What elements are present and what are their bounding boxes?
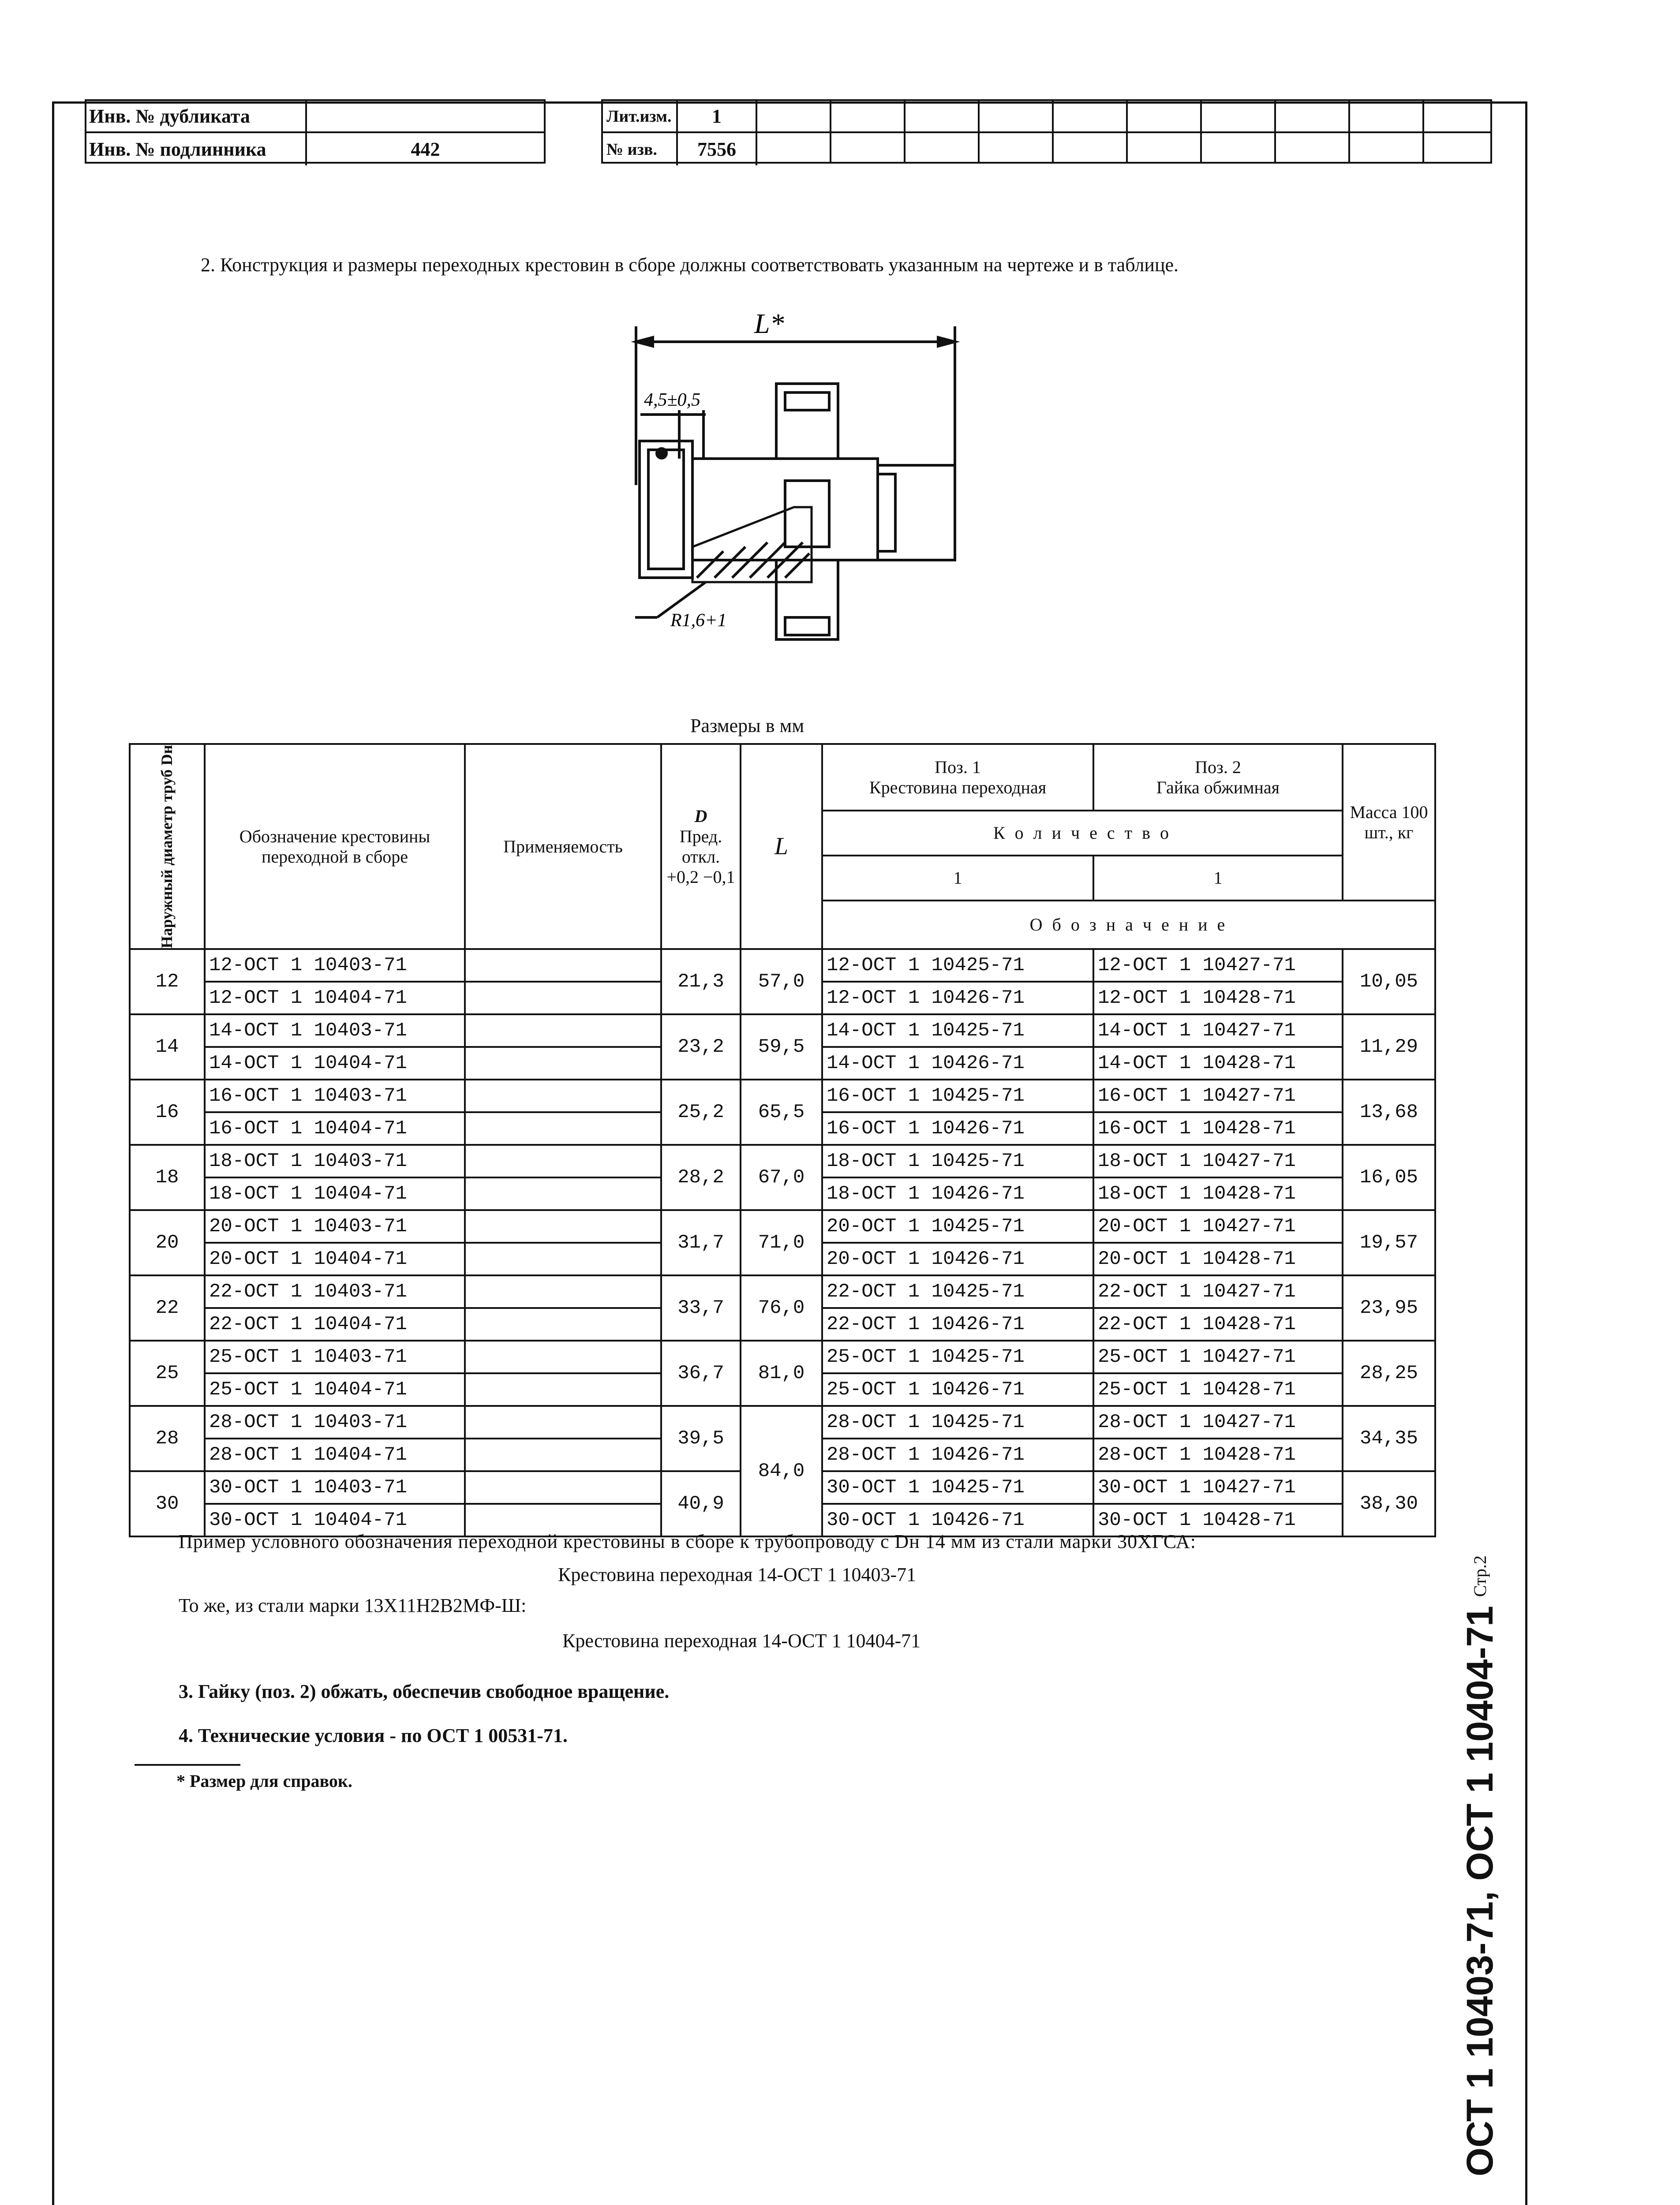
cell-pos1: 18-ОСТ 1 10425-71 bbox=[822, 1145, 1093, 1177]
dim-R-label: R1,6+1 bbox=[670, 610, 727, 631]
th-D-tol: Пред. откл. +0,2 −0,1 bbox=[666, 826, 735, 887]
cell-applicability bbox=[465, 1439, 661, 1471]
cell-dn: 30 bbox=[130, 1471, 205, 1536]
table-row bbox=[130, 1406, 1435, 1439]
th-pos2-name: Гайка обжимная bbox=[1156, 777, 1280, 797]
lit-label: Лит.изм. bbox=[606, 107, 672, 126]
cell-L: 59,5 bbox=[741, 1014, 822, 1080]
cell-designation: 30-ОСТ 1 10404-71 bbox=[205, 1504, 465, 1536]
table-row bbox=[130, 1014, 1435, 1047]
cross-fitting-drawing bbox=[609, 300, 970, 666]
cell-pos2: 16-ОСТ 1 10428-71 bbox=[1093, 1112, 1343, 1145]
cell-dn: 14 bbox=[130, 1014, 205, 1080]
cell-mass: 13,68 bbox=[1343, 1080, 1435, 1145]
item-3: 3. Гайку (поз. 2) обжать, обеспечив свободное вращение. bbox=[179, 1681, 670, 1702]
cell-applicability bbox=[465, 949, 661, 982]
cell-pos1: 28-ОСТ 1 10426-71 bbox=[822, 1439, 1093, 1471]
cell-designation: 12-ОСТ 1 10404-71 bbox=[205, 982, 465, 1014]
cell-pos2: 18-ОСТ 1 10427-71 bbox=[1093, 1145, 1343, 1177]
table-caption: Размеры в мм bbox=[690, 715, 804, 736]
header-left-block bbox=[85, 99, 546, 164]
cell-applicability bbox=[465, 1373, 661, 1406]
cell-applicability bbox=[465, 1014, 661, 1047]
cell-D: 33,7 bbox=[661, 1275, 741, 1341]
cell-D: 40,9 bbox=[661, 1471, 741, 1536]
cell-mass: 11,29 bbox=[1343, 1014, 1435, 1080]
cell-applicability bbox=[465, 1177, 661, 1210]
cell-pos1: 28-ОСТ 1 10425-71 bbox=[822, 1406, 1093, 1439]
cell-designation: 18-ОСТ 1 10404-71 bbox=[205, 1177, 465, 1210]
cell-designation: 16-ОСТ 1 10403-71 bbox=[205, 1080, 465, 1112]
header-empty-grid bbox=[757, 101, 1490, 162]
cell-D: 23,2 bbox=[661, 1014, 741, 1080]
dim-L-label: L* bbox=[754, 308, 784, 339]
cell-applicability bbox=[465, 1308, 661, 1341]
th-designation: Обозначение крестовины переходной в сборе bbox=[205, 744, 465, 949]
header-row2-label: № подлинника bbox=[135, 138, 266, 160]
cell-dn: 25 bbox=[130, 1341, 205, 1406]
cell-pos1: 25-ОСТ 1 10425-71 bbox=[822, 1341, 1093, 1373]
example-line4: Крестовина переходная 14-ОСТ 1 10404-71 bbox=[562, 1630, 921, 1652]
cell-pos2: 25-ОСТ 1 10428-71 bbox=[1093, 1373, 1343, 1406]
cell-pos2: 22-ОСТ 1 10428-71 bbox=[1093, 1308, 1343, 1341]
cell-applicability bbox=[465, 1210, 661, 1243]
cell-pos1: 22-ОСТ 1 10425-71 bbox=[822, 1275, 1093, 1308]
cell-mass: 19,57 bbox=[1343, 1210, 1435, 1275]
table-row bbox=[130, 1145, 1435, 1177]
cell-dn: 16 bbox=[130, 1080, 205, 1145]
cell-D: 28,2 bbox=[661, 1145, 741, 1210]
cell-dn: 22 bbox=[130, 1275, 205, 1341]
cell-applicability bbox=[465, 1080, 661, 1112]
th-diameter: Наружный диаметр труб Dн bbox=[130, 744, 205, 949]
cell-pos2: 25-ОСТ 1 10427-71 bbox=[1093, 1341, 1343, 1373]
cell-pos1: 22-ОСТ 1 10426-71 bbox=[822, 1308, 1093, 1341]
cell-pos1: 12-ОСТ 1 10425-71 bbox=[822, 949, 1093, 982]
cell-L: 65,5 bbox=[741, 1080, 822, 1145]
item-4: 4. Технические условия - по ОСТ 1 00531-71. bbox=[179, 1725, 568, 1746]
cell-mass: 16,05 bbox=[1343, 1145, 1435, 1210]
cell-mass: 34,35 bbox=[1343, 1406, 1435, 1471]
example-line3: То же, из стали марки 13Х11Н2В2МФ-Ш: bbox=[179, 1595, 527, 1616]
cell-applicability bbox=[465, 1047, 661, 1080]
cell-designation: 22-ОСТ 1 10403-71 bbox=[205, 1275, 465, 1308]
cell-designation: 25-ОСТ 1 10403-71 bbox=[205, 1341, 465, 1373]
cell-pos2: 12-ОСТ 1 10427-71 bbox=[1093, 949, 1343, 982]
th-q2: 1 bbox=[1093, 856, 1343, 901]
cell-pos2: 14-ОСТ 1 10427-71 bbox=[1093, 1014, 1343, 1047]
table-row bbox=[130, 949, 1435, 982]
cell-pos2: 20-ОСТ 1 10427-71 bbox=[1093, 1210, 1343, 1243]
cell-designation: 25-ОСТ 1 10404-71 bbox=[205, 1373, 465, 1406]
cell-designation: 22-ОСТ 1 10404-71 bbox=[205, 1308, 465, 1341]
cell-D: 21,3 bbox=[661, 949, 741, 1014]
cell-applicability bbox=[465, 1275, 661, 1308]
cell-designation: 20-ОСТ 1 10403-71 bbox=[205, 1210, 465, 1243]
footnote-divider bbox=[135, 1764, 240, 1766]
header-row2-value: 442 bbox=[411, 138, 440, 160]
table-row bbox=[130, 1275, 1435, 1308]
example-line2: Крестовина переходная 14-ОСТ 1 10403-71 bbox=[558, 1564, 917, 1585]
cell-designation: 14-ОСТ 1 10403-71 bbox=[205, 1014, 465, 1047]
dim-45-label: 4,5±0,5 bbox=[644, 390, 701, 410]
cell-pos1: 20-ОСТ 1 10425-71 bbox=[822, 1210, 1093, 1243]
cell-L: 84,0 bbox=[741, 1406, 822, 1536]
cell-mass: 38,30 bbox=[1343, 1471, 1435, 1536]
cell-pos1: 25-ОСТ 1 10426-71 bbox=[822, 1373, 1093, 1406]
izv-value: 7556 bbox=[697, 138, 736, 160]
cell-applicability bbox=[465, 1145, 661, 1177]
cell-L: 76,0 bbox=[741, 1275, 822, 1341]
header-row1-label-prefix: Инв. bbox=[89, 105, 131, 127]
cell-pos1: 18-ОСТ 1 10426-71 bbox=[822, 1177, 1093, 1210]
cell-pos2: 14-ОСТ 1 10428-71 bbox=[1093, 1047, 1343, 1080]
th-quantity: К о л и ч е с т в о bbox=[822, 811, 1343, 856]
cell-applicability bbox=[465, 982, 661, 1014]
cell-designation: 28-ОСТ 1 10403-71 bbox=[205, 1406, 465, 1439]
cell-designation: 30-ОСТ 1 10403-71 bbox=[205, 1471, 465, 1504]
cell-dn: 18 bbox=[130, 1145, 205, 1210]
th-mass: Масса 100 шт., кг bbox=[1343, 744, 1435, 901]
footnote: * Размер для справок. bbox=[176, 1771, 352, 1791]
cell-applicability bbox=[465, 1406, 661, 1439]
cell-designation: 14-ОСТ 1 10404-71 bbox=[205, 1047, 465, 1080]
example-line1: Пример условного обозначения переходной крестовины в сборе к трубопроводу с Dн 14 мм из стали марки 30ХГСА: bbox=[179, 1531, 1196, 1552]
spec-table bbox=[129, 743, 1436, 1537]
th-pos1: Поз. 1 Крестовина переходная bbox=[822, 744, 1093, 811]
cell-designation: 28-ОСТ 1 10404-71 bbox=[205, 1439, 465, 1471]
cell-designation: 12-ОСТ 1 10403-71 bbox=[205, 949, 465, 982]
cell-dn: 28 bbox=[130, 1406, 205, 1471]
cell-D: 39,5 bbox=[661, 1406, 741, 1471]
th-applicability: Применяемость bbox=[465, 744, 661, 949]
th-designation2: О б о з н а ч е н и е bbox=[822, 901, 1435, 949]
cell-applicability bbox=[465, 1471, 661, 1504]
cell-designation: 16-ОСТ 1 10404-71 bbox=[205, 1112, 465, 1145]
cell-mass: 10,05 bbox=[1343, 949, 1435, 1014]
cell-L: 67,0 bbox=[741, 1145, 822, 1210]
cell-pos1: 14-ОСТ 1 10425-71 bbox=[822, 1014, 1093, 1047]
side-stamp-page: Стр.2 bbox=[1470, 1555, 1490, 1597]
cell-pos2: 18-ОСТ 1 10428-71 bbox=[1093, 1177, 1343, 1210]
table-row bbox=[130, 1080, 1435, 1112]
cell-pos1: 12-ОСТ 1 10426-71 bbox=[822, 982, 1093, 1014]
header-row1-label: № дубликата bbox=[135, 105, 250, 127]
cell-pos2: 30-ОСТ 1 10427-71 bbox=[1093, 1471, 1343, 1504]
izv-label: № изв. bbox=[606, 140, 657, 159]
cell-pos1: 16-ОСТ 1 10426-71 bbox=[822, 1112, 1093, 1145]
cell-designation: 20-ОСТ 1 10404-71 bbox=[205, 1243, 465, 1275]
cell-pos1: 14-ОСТ 1 10426-71 bbox=[822, 1047, 1093, 1080]
cell-D: 31,7 bbox=[661, 1210, 741, 1275]
cell-pos2: 22-ОСТ 1 10427-71 bbox=[1093, 1275, 1343, 1308]
header-right-block bbox=[601, 99, 1492, 164]
table-row bbox=[130, 1341, 1435, 1373]
cell-pos1: 30-ОСТ 1 10425-71 bbox=[822, 1471, 1093, 1504]
th-q1: 1 bbox=[822, 856, 1093, 901]
cell-dn: 12 bbox=[130, 949, 205, 1014]
cell-applicability bbox=[465, 1112, 661, 1145]
cell-L: 71,0 bbox=[741, 1210, 822, 1275]
cell-L: 57,0 bbox=[741, 949, 822, 1014]
cell-applicability bbox=[465, 1243, 661, 1275]
th-pos1-name: Крестовина переходная bbox=[869, 777, 1047, 797]
header-row2-label-prefix: Инв. bbox=[89, 138, 131, 160]
cell-pos2: 28-ОСТ 1 10427-71 bbox=[1093, 1406, 1343, 1439]
cell-D: 25,2 bbox=[661, 1080, 741, 1145]
side-stamp-title: ОСТ 1 10403-71, ОСТ 1 10404-71 bbox=[1459, 1606, 1500, 2176]
side-stamp bbox=[1449, 1555, 1511, 2176]
paragraph-2: 2. Конструкция и размеры переходных крестовин в сборе должны соответствовать указанным на чертеже и в таблице. bbox=[201, 254, 1179, 276]
cell-L: 81,0 bbox=[741, 1341, 822, 1406]
cell-pos2: 16-ОСТ 1 10427-71 bbox=[1093, 1080, 1343, 1112]
cell-D: 36,7 bbox=[661, 1341, 741, 1406]
th-pos2: Поз. 2 Гайка обжимная bbox=[1093, 744, 1343, 811]
lit-value: 1 bbox=[712, 105, 722, 127]
cell-dn: 20 bbox=[130, 1210, 205, 1275]
table-row bbox=[130, 1210, 1435, 1243]
cell-mass: 23,95 bbox=[1343, 1275, 1435, 1341]
cell-pos1: 30-ОСТ 1 10426-71 bbox=[822, 1504, 1093, 1536]
cell-designation: 18-ОСТ 1 10403-71 bbox=[205, 1145, 465, 1177]
cell-pos1: 20-ОСТ 1 10426-71 bbox=[822, 1243, 1093, 1275]
th-L: L bbox=[741, 744, 822, 949]
cell-mass: 28,25 bbox=[1343, 1341, 1435, 1406]
cell-pos2: 20-ОСТ 1 10428-71 bbox=[1093, 1243, 1343, 1275]
cell-pos2: 12-ОСТ 1 10428-71 bbox=[1093, 982, 1343, 1014]
th-D: D Пред. откл. +0,2 −0,1 bbox=[661, 744, 741, 949]
cell-pos2: 28-ОСТ 1 10428-71 bbox=[1093, 1439, 1343, 1471]
cell-pos1: 16-ОСТ 1 10425-71 bbox=[822, 1080, 1093, 1112]
cell-pos2: 30-ОСТ 1 10428-71 bbox=[1093, 1504, 1343, 1536]
cell-applicability bbox=[465, 1341, 661, 1373]
